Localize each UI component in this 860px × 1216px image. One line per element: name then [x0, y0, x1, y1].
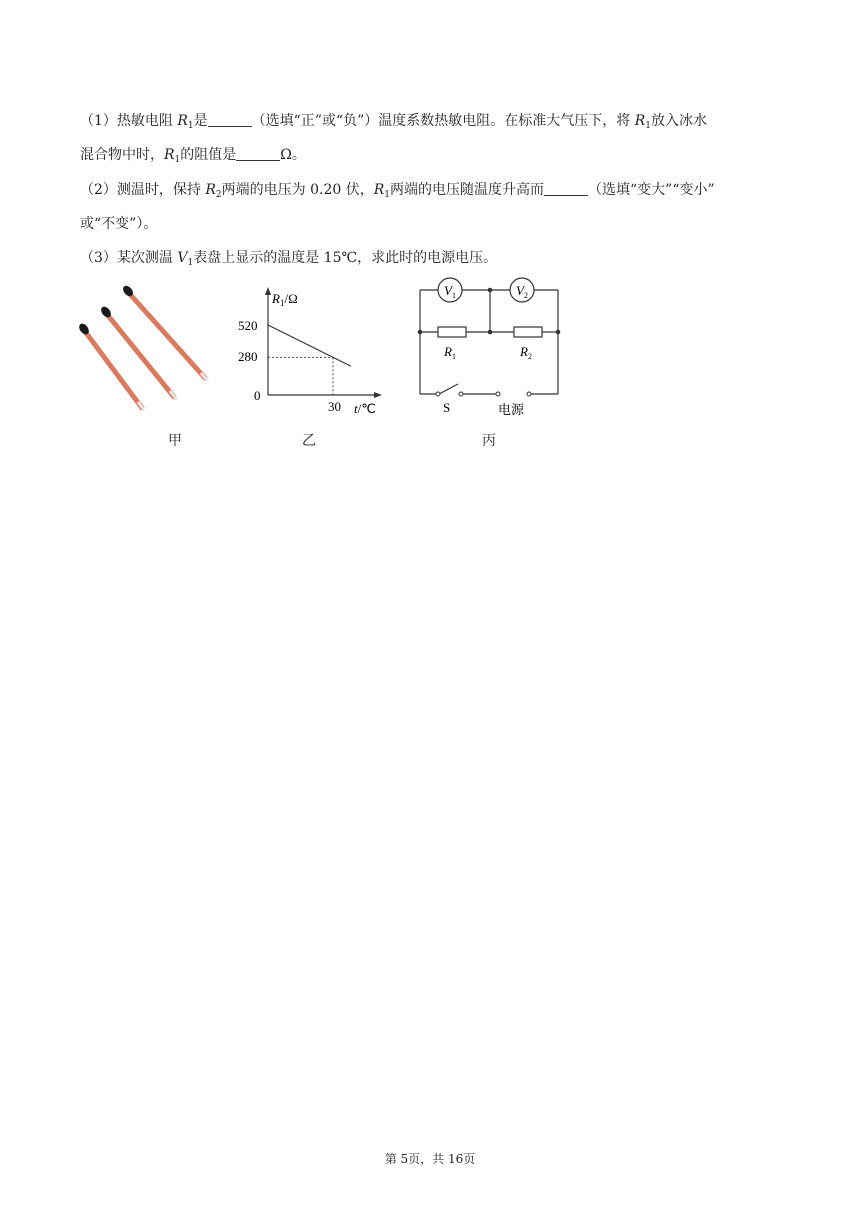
question-2-line-1: （2）测温时，保持 $R_2$两端的电压为 0.20 伏，$R_1$两端的电压随温度升高而 （选填“变大”“变小”	[80, 182, 715, 200]
x-axis-label: t/℃	[354, 401, 376, 416]
voltmeter-v2	[510, 278, 534, 302]
thermistor-photo	[74, 280, 224, 415]
resistor-r1	[438, 327, 466, 337]
answer-blank[interactable]	[208, 112, 252, 127]
switch-s	[436, 392, 463, 396]
y-tick-280: 280	[238, 349, 258, 364]
r2-label: $R_2$	[520, 344, 532, 361]
thermistor-2	[99, 305, 177, 400]
power-source-terminals	[496, 392, 531, 396]
circuit-diagram	[410, 270, 575, 425]
x-axis-arrow	[374, 392, 382, 398]
resistor-r2	[514, 327, 542, 337]
question-1-line-2: 混合物中时，$R_1$的阻值是 Ω。	[80, 147, 306, 165]
voltmeter-v1	[438, 278, 462, 302]
caption-jia: 甲	[168, 433, 182, 449]
question-3: （3）某次测温 $V_1$表盘上显示的温度是 15℃，求此时的电源电压。	[80, 250, 498, 268]
x-tick-30: 30	[328, 399, 341, 414]
question-1-line-1: （1）热敏电阻 $R_1$是 （选填“正”或“负”）温度系数热敏电阻。在标准大气压下，将 $R_1$放入冰水	[80, 113, 708, 131]
answer-blank[interactable]	[544, 181, 588, 196]
thermistor-3	[121, 284, 208, 381]
caption-bing: 丙	[482, 433, 496, 449]
y-tick-0: 0	[254, 388, 261, 403]
power-source-label: 电源	[498, 402, 525, 417]
question-2-line-2: 或“不变”）。	[80, 216, 158, 232]
y-axis-label: $R_1/\Omega$	[272, 291, 298, 308]
thermistor-1	[77, 322, 144, 410]
r1-label: $R_1$	[444, 344, 456, 361]
resistance-temperature-graph	[230, 283, 390, 418]
svg-text:V1: $V_1$	[444, 283, 456, 300]
answer-blank[interactable]	[236, 146, 280, 161]
page-footer: 第 5页，共 16页	[384, 1152, 476, 1166]
y-tick-520: 520	[238, 318, 258, 333]
svg-text:V2: $V_2$	[516, 283, 528, 300]
y-axis-arrow	[265, 287, 271, 295]
caption-yi: 乙	[302, 433, 316, 449]
switch-label: S	[443, 400, 451, 415]
data-line	[268, 325, 351, 366]
